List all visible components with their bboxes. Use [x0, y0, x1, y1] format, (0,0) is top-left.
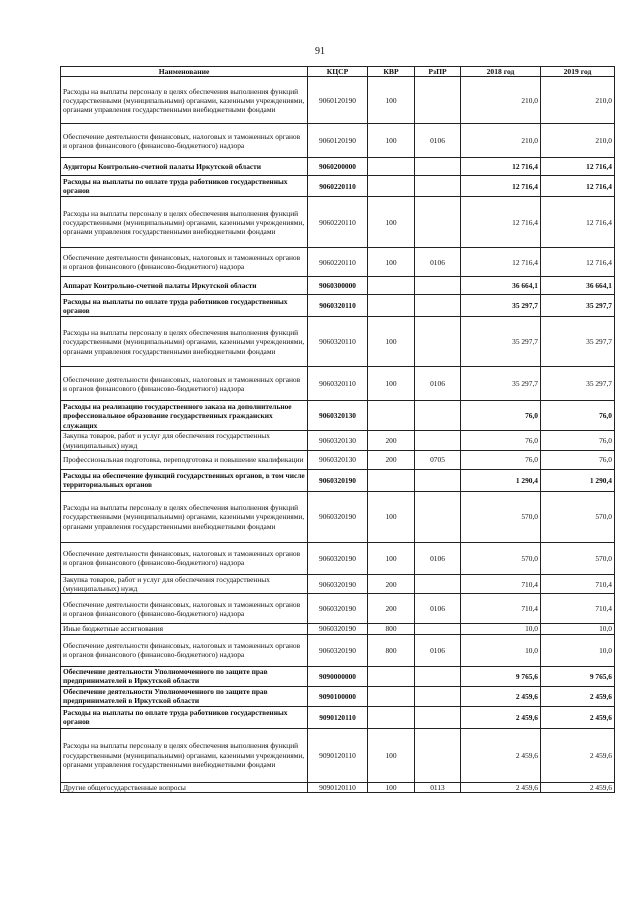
row-kvr-cell: 100	[368, 317, 415, 367]
row-2019-cell: 2 459,6	[541, 686, 615, 706]
table-row	[61, 706, 615, 728]
row-kvr-cell: 100	[368, 124, 415, 158]
table-row	[61, 782, 615, 792]
row-name-cell: Обеспечение деятельности финансовых, налоговых и таможенных органов и органов финансового (финансово-бюджетного) надзора	[61, 594, 308, 624]
row-rzpr-cell	[415, 317, 461, 367]
row-name-cell: Профессиональная подготовка, переподготовка и повышение квалификации	[61, 450, 308, 469]
row-name-cell: Расходы на обеспечение функций государственных органов, в том числе территориальных органов	[61, 469, 308, 491]
row-rzpr-cell: 0106	[415, 594, 461, 624]
row-2019-cell: 10,0	[541, 634, 615, 666]
row-kvr-cell	[368, 277, 415, 295]
row-name-cell: Обеспечение деятельности финансовых, налоговых и таможенных органов и органов финансового (финансово-бюджетного) надзора	[61, 542, 308, 574]
row-name-cell: Расходы на выплаты персоналу в целях обеспечения выполнения функций государственными (муниципальными) органами, казенными учреждениями, органами управления государственными внебюджетными фондами	[61, 317, 308, 367]
row-2019-cell: 35 297,7	[541, 367, 615, 401]
row-2018-cell: 210,0	[461, 124, 541, 158]
row-2018-cell: 12 716,4	[461, 248, 541, 277]
row-rzpr-cell	[415, 469, 461, 491]
table-row	[61, 367, 615, 401]
row-rzpr-cell	[415, 295, 461, 317]
row-kcsr-cell: 9060220110	[308, 248, 368, 277]
row-name-cell: Обеспечение деятельности финансовых, налоговых и таможенных органов и органов финансового (финансово-бюджетного) надзора	[61, 634, 308, 666]
row-kcsr-cell: 9060320130	[308, 401, 368, 431]
row-name-cell: Аудиторы Контрольно-счетной палаты Иркутской области	[61, 158, 308, 176]
row-rzpr-cell	[415, 574, 461, 594]
row-kcsr-cell: 9060120190	[308, 124, 368, 158]
row-kcsr-cell: 9060320190	[308, 574, 368, 594]
row-2018-cell: 2 459,6	[461, 686, 541, 706]
row-name-cell: Другие общегосударственные вопросы	[61, 782, 308, 792]
row-2019-cell: 35 297,7	[541, 317, 615, 367]
header-kvr: КВР	[368, 67, 415, 77]
row-kcsr-cell: 9090000000	[308, 666, 368, 686]
table-row	[61, 77, 615, 124]
row-kcsr-cell: 9090120110	[308, 782, 368, 792]
row-rzpr-cell	[415, 666, 461, 686]
row-kvr-cell	[368, 158, 415, 176]
row-2018-cell: 12 716,4	[461, 158, 541, 176]
row-rzpr-cell: 0106	[415, 542, 461, 574]
row-2018-cell: 12 716,4	[461, 176, 541, 197]
row-rzpr-cell: 0106	[415, 367, 461, 401]
budget-table	[60, 66, 615, 793]
row-kvr-cell	[368, 295, 415, 317]
row-2019-cell: 210,0	[541, 77, 615, 124]
row-rzpr-cell	[415, 706, 461, 728]
row-2019-cell: 710,4	[541, 594, 615, 624]
row-kvr-cell: 100	[368, 491, 415, 542]
table-header-row	[61, 67, 615, 77]
row-kvr-cell: 100	[368, 782, 415, 792]
row-2019-cell: 76,0	[541, 401, 615, 431]
row-kcsr-cell: 9060220110	[308, 176, 368, 197]
table-row	[61, 431, 615, 451]
row-kcsr-cell: 9090120110	[308, 728, 368, 782]
row-2018-cell: 710,4	[461, 594, 541, 624]
row-2019-cell: 9 765,6	[541, 666, 615, 686]
row-kvr-cell: 800	[368, 624, 415, 634]
row-rzpr-cell	[415, 277, 461, 295]
row-kvr-cell: 100	[368, 197, 415, 248]
row-2019-cell: 76,0	[541, 431, 615, 451]
header-2018: 2018 год	[461, 67, 541, 77]
row-kcsr-cell: 9060200000	[308, 158, 368, 176]
row-rzpr-cell: 0113	[415, 782, 461, 792]
row-name-cell: Обеспечение деятельности финансовых, налоговых и таможенных органов и органов финансового (финансово-бюджетного) надзора	[61, 367, 308, 401]
row-rzpr-cell: 0705	[415, 450, 461, 469]
row-rzpr-cell	[415, 158, 461, 176]
row-rzpr-cell	[415, 431, 461, 451]
row-kcsr-cell: 9090100000	[308, 686, 368, 706]
row-name-cell: Обеспечение деятельности Уполномоченного по защите прав предпринимателей в Иркутской области	[61, 666, 308, 686]
row-2018-cell: 9 765,6	[461, 666, 541, 686]
row-rzpr-cell	[415, 197, 461, 248]
row-2018-cell: 35 297,7	[461, 295, 541, 317]
table-row	[61, 317, 615, 367]
table-row	[61, 686, 615, 706]
row-2018-cell: 76,0	[461, 431, 541, 451]
row-2018-cell: 76,0	[461, 401, 541, 431]
row-rzpr-cell	[415, 77, 461, 124]
row-rzpr-cell: 0106	[415, 124, 461, 158]
table-row	[61, 295, 615, 317]
row-2019-cell: 210,0	[541, 124, 615, 158]
row-name-cell: Расходы на выплаты по оплате труда работников государственных органов	[61, 706, 308, 728]
row-kvr-cell: 200	[368, 431, 415, 451]
row-2018-cell: 36 664,1	[461, 277, 541, 295]
row-kvr-cell: 100	[368, 367, 415, 401]
row-2018-cell: 10,0	[461, 634, 541, 666]
table-row	[61, 624, 615, 634]
row-name-cell: Обеспечение деятельности Уполномоченного по защите прав предпринимателей в Иркутской области	[61, 686, 308, 706]
row-kcsr-cell: 9060320190	[308, 469, 368, 491]
table-body	[61, 77, 615, 793]
row-kcsr-cell: 9060320110	[308, 367, 368, 401]
row-2018-cell: 210,0	[461, 77, 541, 124]
row-kvr-cell: 100	[368, 728, 415, 782]
table-row	[61, 634, 615, 666]
row-rzpr-cell	[415, 491, 461, 542]
row-kvr-cell	[368, 686, 415, 706]
row-rzpr-cell	[415, 176, 461, 197]
table-row	[61, 450, 615, 469]
row-name-cell: Расходы на реализацию государственного заказа на дополнительное профессиональное образование государственных гражданских служащих	[61, 401, 308, 431]
row-kvr-cell	[368, 469, 415, 491]
row-rzpr-cell	[415, 401, 461, 431]
row-2019-cell: 2 459,6	[541, 782, 615, 792]
row-2019-cell: 710,4	[541, 574, 615, 594]
row-name-cell: Закупка товаров, работ и услуг для обеспечения государственных (муниципальных) нужд	[61, 574, 308, 594]
row-kcsr-cell: 9060300000	[308, 277, 368, 295]
row-name-cell: Обеспечение деятельности финансовых, налоговых и таможенных органов и органов финансового (финансово-бюджетного) надзора	[61, 248, 308, 277]
row-name-cell: Расходы на выплаты персоналу в целях обеспечения выполнения функций государственными (муниципальными) органами, казенными учреждениями, органами управления государственными внебюджетными фондами	[61, 491, 308, 542]
header-kcsr: КЦСР	[308, 67, 368, 77]
row-kvr-cell: 200	[368, 574, 415, 594]
row-2019-cell: 10,0	[541, 624, 615, 634]
row-kcsr-cell: 9060320190	[308, 634, 368, 666]
row-2019-cell: 570,0	[541, 491, 615, 542]
row-2018-cell: 710,4	[461, 574, 541, 594]
row-2018-cell: 570,0	[461, 542, 541, 574]
table-row	[61, 277, 615, 295]
row-2019-cell: 12 716,4	[541, 176, 615, 197]
row-name-cell: Расходы на выплаты по оплате труда работников государственных органов	[61, 295, 308, 317]
table-row	[61, 197, 615, 248]
row-2019-cell: 12 716,4	[541, 158, 615, 176]
page-number: 91	[315, 46, 325, 57]
row-2019-cell: 12 716,4	[541, 248, 615, 277]
row-2018-cell: 12 716,4	[461, 197, 541, 248]
row-name-cell: Расходы на выплаты персоналу в целях обеспечения выполнения функций государственными (муниципальными) органами, казенными учреждениями, органами управления государственными внебюджетными фондами	[61, 728, 308, 782]
row-rzpr-cell	[415, 624, 461, 634]
row-2018-cell: 10,0	[461, 624, 541, 634]
row-rzpr-cell	[415, 728, 461, 782]
row-2018-cell: 35 297,7	[461, 367, 541, 401]
row-2019-cell: 36 664,1	[541, 277, 615, 295]
row-rzpr-cell	[415, 686, 461, 706]
row-kcsr-cell: 9060320110	[308, 317, 368, 367]
row-kvr-cell	[368, 176, 415, 197]
row-kcsr-cell: 9060120190	[308, 77, 368, 124]
row-name-cell: Расходы на выплаты персоналу в целях обеспечения выполнения функций государственными (муниципальными) органами, казенными учреждениями, органами управления государственными внебюджетными фондами	[61, 77, 308, 124]
row-rzpr-cell: 0106	[415, 248, 461, 277]
table-row	[61, 124, 615, 158]
row-name-cell: Закупка товаров, работ и услуг для обеспечения государственных (муниципальных) нужд	[61, 431, 308, 451]
table-row	[61, 594, 615, 624]
row-kvr-cell	[368, 706, 415, 728]
row-2018-cell: 35 297,7	[461, 317, 541, 367]
table-row	[61, 666, 615, 686]
row-2018-cell: 2 459,6	[461, 782, 541, 792]
row-kcsr-cell: 9060320110	[308, 295, 368, 317]
row-name-cell: Расходы на выплаты по оплате труда работников государственных органов	[61, 176, 308, 197]
row-2019-cell: 1 290,4	[541, 469, 615, 491]
row-kcsr-cell: 9060320130	[308, 450, 368, 469]
row-kcsr-cell: 9060220110	[308, 197, 368, 248]
row-2018-cell: 76,0	[461, 450, 541, 469]
row-name-cell: Обеспечение деятельности финансовых, налоговых и таможенных органов и органов финансового (финансово-бюджетного) надзора	[61, 124, 308, 158]
row-kcsr-cell: 9060320190	[308, 594, 368, 624]
row-2018-cell: 1 290,4	[461, 469, 541, 491]
table-row	[61, 401, 615, 431]
table-row	[61, 574, 615, 594]
row-2019-cell: 2 459,6	[541, 728, 615, 782]
row-kvr-cell: 200	[368, 450, 415, 469]
row-kvr-cell	[368, 401, 415, 431]
row-2018-cell: 2 459,6	[461, 706, 541, 728]
header-rzpr: РзПР	[415, 67, 461, 77]
row-kvr-cell: 100	[368, 77, 415, 124]
row-2019-cell: 2 459,6	[541, 706, 615, 728]
row-name-cell: Иные бюджетные ассигнования	[61, 624, 308, 634]
row-kvr-cell: 100	[368, 542, 415, 574]
row-kcsr-cell: 9090120110	[308, 706, 368, 728]
row-name-cell: Расходы на выплаты персоналу в целях обеспечения выполнения функций государственными (муниципальными) органами, казенными учреждениями, органами управления государственными внебюджетными фондами	[61, 197, 308, 248]
row-kvr-cell: 800	[368, 634, 415, 666]
row-kvr-cell: 100	[368, 248, 415, 277]
row-name-cell: Аппарат Контрольно-счетной палаты Иркутской области	[61, 277, 308, 295]
table-row	[61, 728, 615, 782]
row-rzpr-cell: 0106	[415, 634, 461, 666]
row-2019-cell: 35 297,7	[541, 295, 615, 317]
row-2019-cell: 76,0	[541, 450, 615, 469]
header-name: Наименование	[61, 67, 308, 77]
table-row	[61, 491, 615, 542]
row-kcsr-cell: 9060320190	[308, 624, 368, 634]
row-kvr-cell: 200	[368, 594, 415, 624]
row-kvr-cell	[368, 666, 415, 686]
table-row	[61, 176, 615, 197]
table-row	[61, 248, 615, 277]
row-kcsr-cell: 9060320130	[308, 431, 368, 451]
table-row	[61, 158, 615, 176]
row-2018-cell: 2 459,6	[461, 728, 541, 782]
header-2019: 2019 год	[541, 67, 615, 77]
table-row	[61, 469, 615, 491]
row-kcsr-cell: 9060320190	[308, 491, 368, 542]
row-2019-cell: 570,0	[541, 542, 615, 574]
row-2019-cell: 12 716,4	[541, 197, 615, 248]
row-2018-cell: 570,0	[461, 491, 541, 542]
row-kcsr-cell: 9060320190	[308, 542, 368, 574]
table-row	[61, 542, 615, 574]
